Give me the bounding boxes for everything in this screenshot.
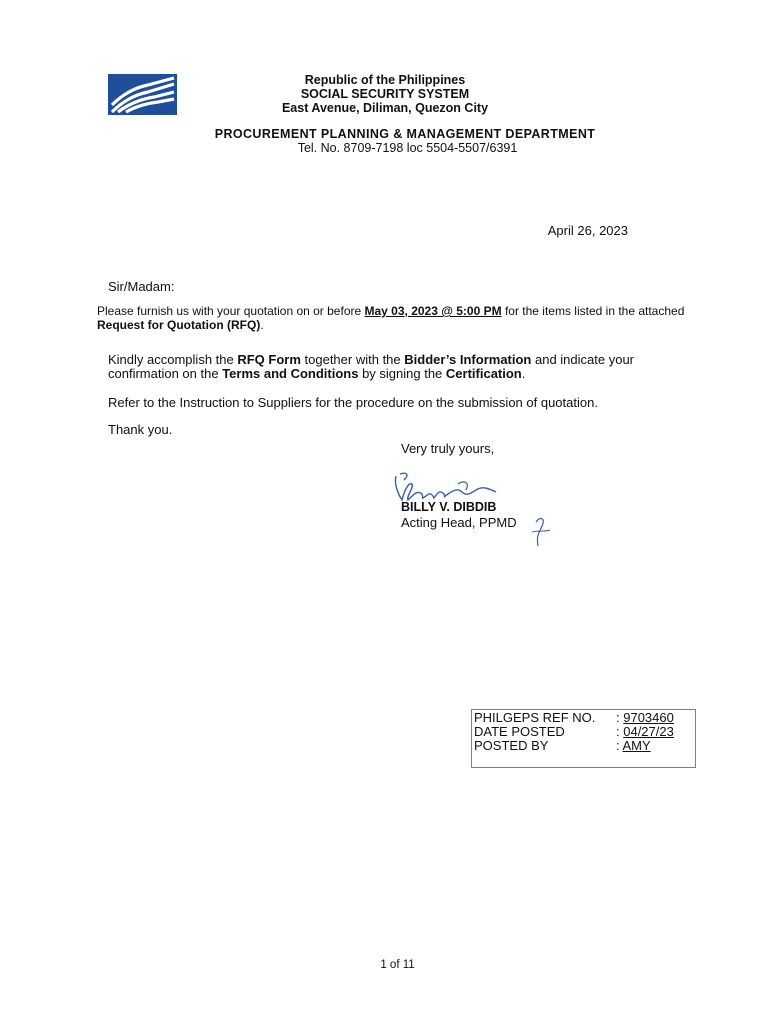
thank-you: Thank you.	[108, 422, 173, 437]
rfq-reference: Request for Quotation (RFQ)	[97, 318, 261, 332]
ref-value: 9703460	[623, 710, 674, 725]
para2-text-5: .	[521, 366, 526, 381]
ref-row	[474, 711, 674, 725]
deadline: May 03, 2023 @ 5:00 PM	[364, 304, 502, 318]
signatory-title: Acting Head, PPMD	[401, 515, 517, 530]
para2-text-3: and indicate your confirmation on the	[108, 352, 634, 381]
date-posted-value: 04/27/23	[623, 724, 674, 739]
date-posted-row	[474, 725, 674, 739]
letterhead-line1: Republic of the Philippines	[304, 73, 466, 87]
para2-text-1: Kindly accomplish the	[108, 352, 238, 367]
para1-text-3: .	[260, 318, 264, 332]
para2-text-2: together with the	[300, 352, 405, 367]
philgeps-reference-box	[471, 709, 696, 768]
rfq-form: RFQ Form	[237, 352, 301, 367]
para1-text-2: for the items listed in the attached	[501, 304, 685, 318]
para1-text-1: Please furnish us with your quotation on or before	[97, 304, 365, 318]
department-name: PROCUREMENT PLANNING & MANAGEMENT DEPARTMENT	[214, 127, 596, 141]
letterhead-org-name: SOCIAL SECURITY SYSTEM	[300, 87, 470, 101]
posted-by-label: POSTED BY	[474, 738, 549, 753]
paragraph-quotation-request	[97, 304, 707, 332]
letter-date: April 26, 2023	[547, 223, 628, 238]
terms-and-conditions: Terms and Conditions	[222, 366, 359, 381]
date-posted-label: DATE POSTED	[474, 724, 565, 739]
posted-by-value: AMY	[622, 738, 651, 753]
telephone-number: Tel. No. 8709-7198 loc 5504-5507/6391	[297, 141, 518, 155]
paragraph-instructions	[108, 353, 708, 381]
signatory-name: BILLY V. DIBDIB	[401, 500, 497, 514]
salutation: Sir/Madam:	[108, 279, 175, 294]
date-colon: :	[616, 724, 624, 739]
ref-colon: :	[616, 710, 624, 725]
page-number: 1 of 11	[380, 959, 415, 971]
posted-by-row	[474, 739, 651, 753]
letterhead-address: East Avenue, Diliman, Quezon City	[281, 101, 489, 115]
closing: Very truly yours,	[401, 441, 495, 456]
bidders-information: Bidder’s Information	[404, 352, 532, 367]
certification: Certification	[445, 366, 522, 381]
paragraph-refer-instructions: Refer to the Instruction to Suppliers for the procedure on the submission of quotation.	[108, 395, 598, 410]
ref-label: PHILGEPS REF NO.	[474, 710, 596, 725]
para2-text-4: by signing the	[358, 366, 446, 381]
by-colon: :	[616, 738, 623, 753]
